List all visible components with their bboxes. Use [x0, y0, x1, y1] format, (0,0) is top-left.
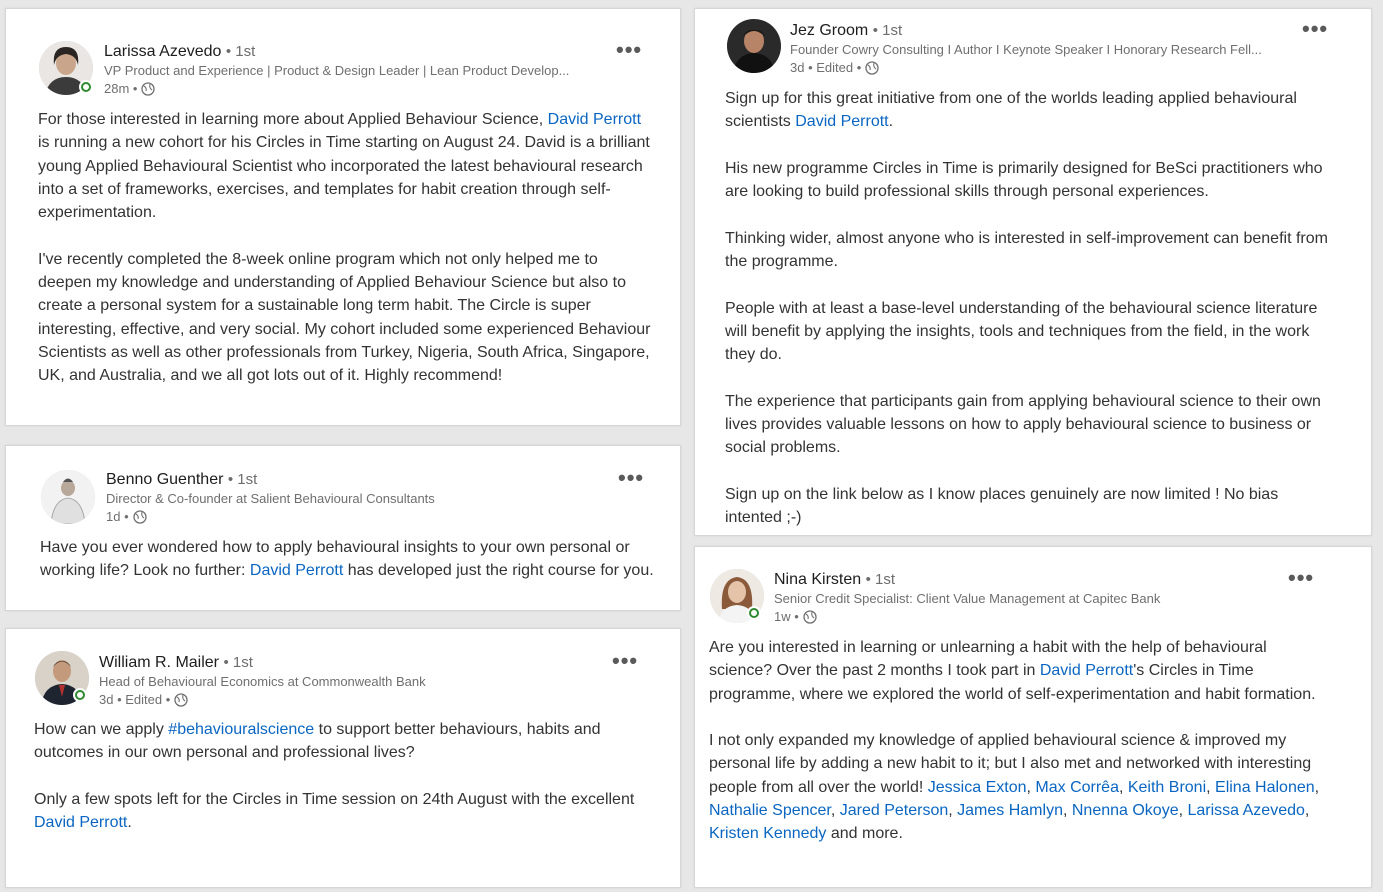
author-name[interactable]: Jez Groom: [790, 22, 869, 39]
avatar[interactable]: [41, 470, 95, 524]
post-card-william: [5, 628, 681, 888]
mention-link[interactable]: Jessica Exton: [927, 778, 1027, 796]
post-body: Are you interested in learning or unlearning a habit with the help of behavioural science? Over the past 2 months I took part in David Perrott's Circles in Time programme, where we explored the world of self-experimentation and habit formation. I not only expanded my knowledge of applied behavioural science & improved my personal life by adding a new habit to it; but I also met and networked with interesting people from all over the world! Jessica Exton, Max Corrêa, Keith Broni, Elina Halonen, Nathalie Spencer, Jared Peterson, James Hamlyn, Nnenna Okoye, Larissa Azevedo, Kristen Kennedy and more.: [709, 639, 1320, 843]
post-time: 3d • Edited •: [99, 692, 171, 707]
post-card-nina: [694, 546, 1372, 888]
post-body: How can we apply #behaviouralscience to support better behaviours, habits and outcomes in our own personal and professional lives? Only a few spots left for the Circles in Time session on 24th August with the excellent David Perrott.: [34, 721, 635, 832]
mention-link[interactable]: David Perrott: [249, 562, 344, 580]
author-name[interactable]: Benno Guenther: [106, 471, 224, 488]
author-headline: Founder Cowry Consulting I Author I Keynote Speaker I Honorary Research Fell...: [790, 42, 1262, 57]
author-headline: Director & Co-founder at Salient Behavioural Consultants: [106, 491, 435, 506]
more-options-icon[interactable]: •••: [616, 37, 643, 62]
mention-link[interactable]: David Perrott: [34, 814, 128, 832]
mention-link[interactable]: Max Corrêa: [1035, 778, 1119, 796]
author-name[interactable]: Nina Kirsten: [774, 571, 862, 588]
post-body: Sign up for this great initiative from one of the worlds leading applied behavioural scientists David Perrott. His new programme Circles in Time is primarily designed for BeSci practitioners who are looking to build professional skills through personal experiences. Thinking wider, almost anyone who is interested in self-improvement can benefit from the programme. People with at least a base-level understanding of the behavioural science literature will benefit by applying the insights, tools and techniques from the field, in the work they do. The experience that participants gain from applying behavioural science to their own lives provides valuable lessons on how to apply behavioural science to business or social problems. Sign up on the link below as I know places genuinely are now limited ! No bias intented ;-): [725, 90, 1328, 527]
post-time: 3d • Edited •: [790, 60, 862, 75]
more-options-icon[interactable]: •••: [1302, 16, 1329, 41]
globe-icon: [865, 61, 879, 75]
connection-degree: • 1st: [872, 22, 903, 39]
globe-icon: [803, 610, 817, 624]
mention-link[interactable]: Nnenna Okoye: [1071, 802, 1179, 820]
author-headline: Head of Behavioural Economics at Commonwealth Bank: [99, 674, 426, 689]
author-headline: VP Product and Experience | Product & Design Leader | Lean Product Develop...: [104, 63, 570, 78]
connection-degree: • 1st: [225, 43, 256, 60]
mention-link[interactable]: Kristen Kennedy: [709, 825, 827, 843]
more-options-icon[interactable]: •••: [618, 465, 645, 490]
connection-degree: • 1st: [223, 654, 253, 671]
globe-icon: [133, 510, 147, 524]
mention-link[interactable]: David Perrott: [547, 111, 642, 128]
mention-link[interactable]: David Perrott: [1039, 662, 1134, 680]
online-status-icon: [73, 688, 87, 702]
more-options-icon[interactable]: •••: [612, 648, 639, 673]
post-card-larissa: [5, 8, 681, 426]
mention-link[interactable]: Keith Broni: [1127, 778, 1207, 796]
post-card-benno: [5, 445, 681, 611]
connection-degree: • 1st: [865, 571, 896, 588]
post-time: 1d •: [106, 509, 129, 524]
author-name[interactable]: William R. Mailer: [99, 654, 219, 671]
hashtag-link[interactable]: #behaviouralscience: [168, 721, 315, 738]
mention-link[interactable]: Nathalie Spencer: [709, 802, 831, 820]
mention-link[interactable]: James Hamlyn: [957, 802, 1063, 820]
mention-list: Jessica Exton, Max Corrêa, Keith Broni, Elina Halonen, Nathalie Spencer, Jared Peterson, James Hamlyn, Nnenna Okoye, Larissa Azevedo, Kristen Kennedy: [709, 778, 1320, 843]
online-status-icon: [79, 80, 93, 94]
post-body: For those interested in learning more about Applied Behaviour Science, David Perrott is running a new cohort for his Circles in Time starting on August 24. David is a brilliant young Applied Behavioural Scientist who incorporated the latest behavioural research into a set of frameworks, exercises, and templates for habit creation through self-experimentation. I've recently completed the 8-week online program which not only helped me to deepen my knowledge and understanding of Applied Behaviour Science but also to create a personal system for a sustainable long term habit. The Circle is super interesting, effective, and very social. My cohort included some experienced Behaviour Scientists as well as other professionals from Turkey, Nigeria, South Africa, Singapore, UK, and Australia, and we all got lots out of it. Highly recommend!: [38, 111, 651, 385]
author-name[interactable]: Larissa Azevedo: [104, 43, 222, 60]
post-time: 1w •: [774, 609, 799, 624]
globe-icon: [174, 693, 188, 707]
post-time: 28m •: [104, 81, 138, 96]
avatar[interactable]: [727, 19, 781, 73]
post-body: Have you ever wondered how to apply behavioural insights to your own personal or working life? Look no further: David Perrott has developed just the right course for you.: [40, 539, 654, 580]
mention-link[interactable]: Jared Peterson: [839, 802, 949, 820]
connection-degree: • 1st: [227, 471, 258, 488]
mention-link[interactable]: Larissa Azevedo: [1187, 802, 1305, 820]
online-status-icon: [747, 606, 761, 620]
author-headline: Senior Credit Specialist: Client Value Management at Capitec Bank: [774, 591, 1161, 606]
post-card-jez: [694, 8, 1372, 536]
mention-link[interactable]: Elina Halonen: [1215, 778, 1315, 796]
mention-link[interactable]: David Perrott: [795, 113, 889, 131]
more-options-icon[interactable]: •••: [1288, 565, 1315, 590]
globe-icon: [141, 82, 155, 96]
